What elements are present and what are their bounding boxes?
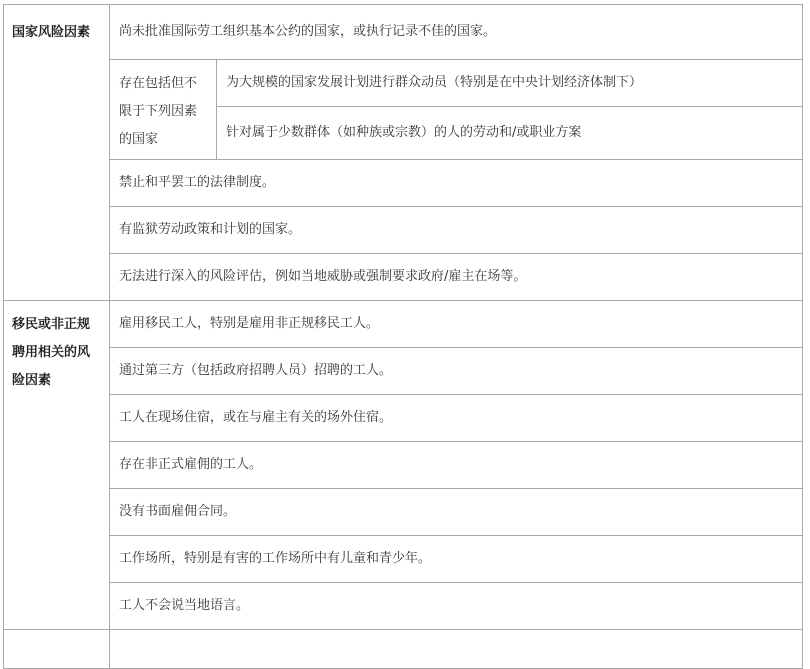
table-row: 工人不会说当地语言。 bbox=[109, 582, 803, 630]
table-row: 存在非正式雇佣的工人。 bbox=[109, 441, 803, 489]
risk-factor-table bbox=[3, 4, 803, 664]
table-row: 尚未批准国际劳工组织基本公约的国家，或执行记录不佳的国家。 bbox=[109, 4, 803, 60]
table-row: 有监狱劳动政策和计划的国家。 bbox=[109, 206, 803, 254]
section-header-country-risk: 国家风险因素 bbox=[3, 4, 110, 301]
table-row: 雇用移民工人，特别是雇用非正规移民工人。 bbox=[109, 300, 803, 348]
table-row-cutoff-header bbox=[3, 629, 110, 669]
sub-group-item: 针对属于少数群体（如种族或宗教）的人的劳动和/或职业方案 bbox=[216, 106, 803, 160]
table-row: 无法进行深入的风险评估，例如当地威胁或强制要求政府/雇主在场等。 bbox=[109, 253, 803, 301]
table-row: 工人在现场住宿，或在与雇主有关的场外住宿。 bbox=[109, 394, 803, 442]
section-header-migrant-risk: 移民或非正规聘用相关的风险因素 bbox=[3, 300, 110, 630]
table-row-cutoff bbox=[109, 629, 803, 669]
table-row: 禁止和平罢工的法律制度。 bbox=[109, 159, 803, 207]
table-row: 工作场所，特别是有害的工作场所中有儿童和青少年。 bbox=[109, 535, 803, 583]
sub-group-label: 存在包括但不限于下列因素的国家 bbox=[109, 59, 217, 160]
sub-group-item: 为大规模的国家发展计划进行群众动员（特别是在中央计划经济体制下） bbox=[216, 59, 803, 107]
table-row: 没有书面雇佣合同。 bbox=[109, 488, 803, 536]
table-row: 通过第三方（包括政府招聘人员）招聘的工人。 bbox=[109, 347, 803, 395]
